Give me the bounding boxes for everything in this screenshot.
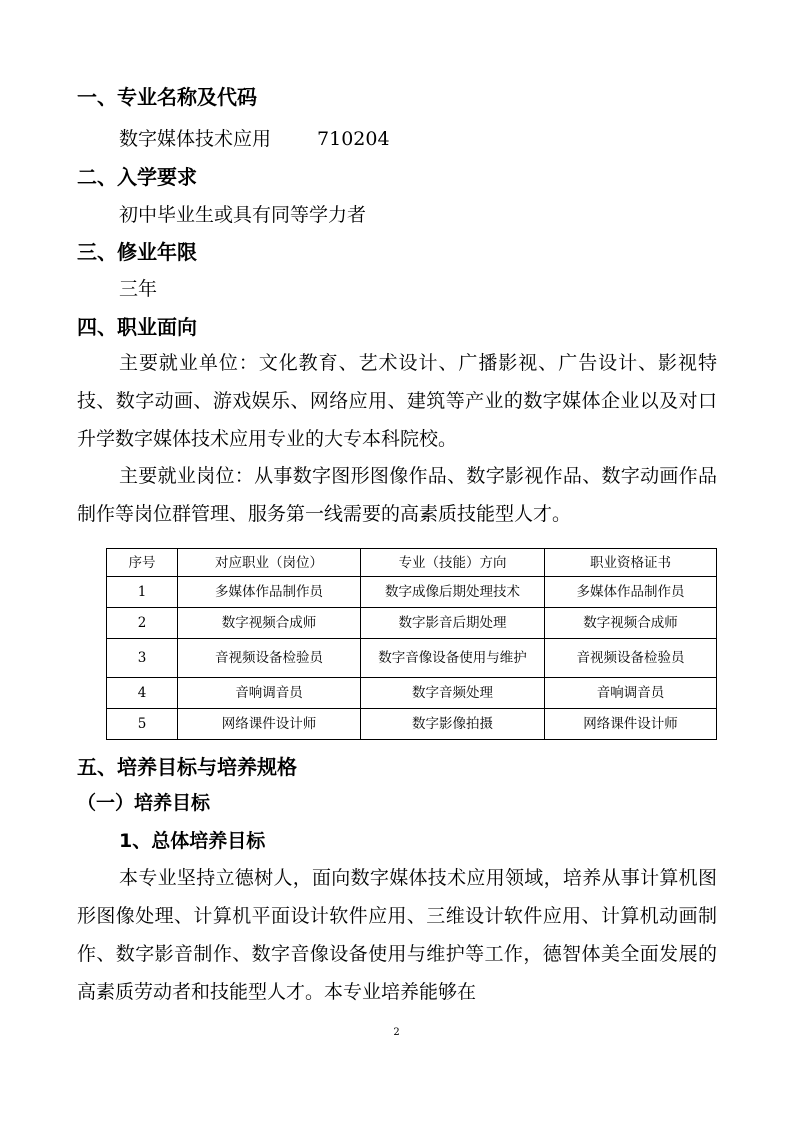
cell-index: 5 xyxy=(107,709,178,740)
major-name-line xyxy=(119,127,390,151)
major-code: 710204 xyxy=(317,128,390,150)
cell-occupation: 音视频设备检验员 xyxy=(178,639,361,678)
study-duration: 三年 xyxy=(119,278,158,300)
employment-positions-paragraph: 主要就业岗位：从事数字图形图像作品、数字影视作品、数字动画作品制作等岗位群管理、服务第一线需要的高素质技能型人才。 xyxy=(77,465,717,525)
cell-index: 1 xyxy=(107,577,178,608)
cell-certificate: 音响调音员 xyxy=(545,678,717,709)
header-index: 序号 xyxy=(107,549,178,577)
header-occupation: 对应职业（岗位） xyxy=(178,549,361,577)
table-header-row xyxy=(107,549,717,577)
page-number: 2 xyxy=(393,1027,400,1038)
table-row xyxy=(107,678,717,709)
cell-occupation: 音响调音员 xyxy=(178,678,361,709)
cell-occupation: 多媒体作品制作员 xyxy=(178,577,361,608)
section-heading-duration: 三、修业年限 xyxy=(77,240,197,264)
section-heading-career: 四、职业面向 xyxy=(77,315,197,339)
major-name: 数字媒体技术应用 xyxy=(119,128,272,150)
subsection-heading-overall-goal: 1、总体培养目标 xyxy=(119,830,266,852)
cell-direction: 数字影像拍摄 xyxy=(361,709,545,740)
career-table xyxy=(106,548,717,740)
cell-direction: 数字音频处理 xyxy=(361,678,545,709)
admission-requirement: 初中毕业生或具有同等学力者 xyxy=(119,204,367,226)
header-certificate: 职业资格证书 xyxy=(545,549,717,577)
table-row xyxy=(107,577,717,608)
cell-direction: 数字影音后期处理 xyxy=(361,608,545,639)
cell-certificate: 数字视频合成师 xyxy=(545,608,717,639)
subsection-heading-goals: （一）培养目标 xyxy=(77,792,211,814)
section-heading-objectives: 五、培养目标与培养规格 xyxy=(77,755,297,779)
header-direction: 专业（技能）方向 xyxy=(361,549,545,577)
cell-occupation: 数字视频合成师 xyxy=(178,608,361,639)
table-row xyxy=(107,608,717,639)
cell-certificate: 多媒体作品制作员 xyxy=(545,577,717,608)
table-row xyxy=(107,639,717,678)
employment-units-paragraph: 主要就业单位：文化教育、艺术设计、广播影视、广告设计、影视特技、数字动画、游戏娱乐、网络应用、建筑等产业的数字媒体企业以及对口升学数字媒体技术应用专业的大专本科院校。 xyxy=(77,352,717,450)
overall-goal-paragraph: 本专业坚持立德树人，面向数字媒体技术应用领域，培养从事计算机图形图像处理、计算机平面设计软件应用、三维设计软件应用、计算机动画制作、数字影音制作、数字音像设备使用与维护等工作，德智体美全面发展的高素质劳动者和技能型人才。本专业培养能够在 xyxy=(77,867,717,1003)
cell-direction: 数字音像设备使用与维护 xyxy=(361,639,545,678)
cell-index: 4 xyxy=(107,678,178,709)
cell-certificate: 音视频设备检验员 xyxy=(545,639,717,678)
cell-direction: 数字成像后期处理技术 xyxy=(361,577,545,608)
table-row xyxy=(107,709,717,740)
section-heading-major-name: 一、专业名称及代码 xyxy=(77,85,257,109)
cell-certificate: 网络课件设计师 xyxy=(545,709,717,740)
cell-index: 2 xyxy=(107,608,178,639)
section-heading-admission: 二、入学要求 xyxy=(77,165,197,189)
cell-index: 3 xyxy=(107,639,178,678)
cell-occupation: 网络课件设计师 xyxy=(178,709,361,740)
